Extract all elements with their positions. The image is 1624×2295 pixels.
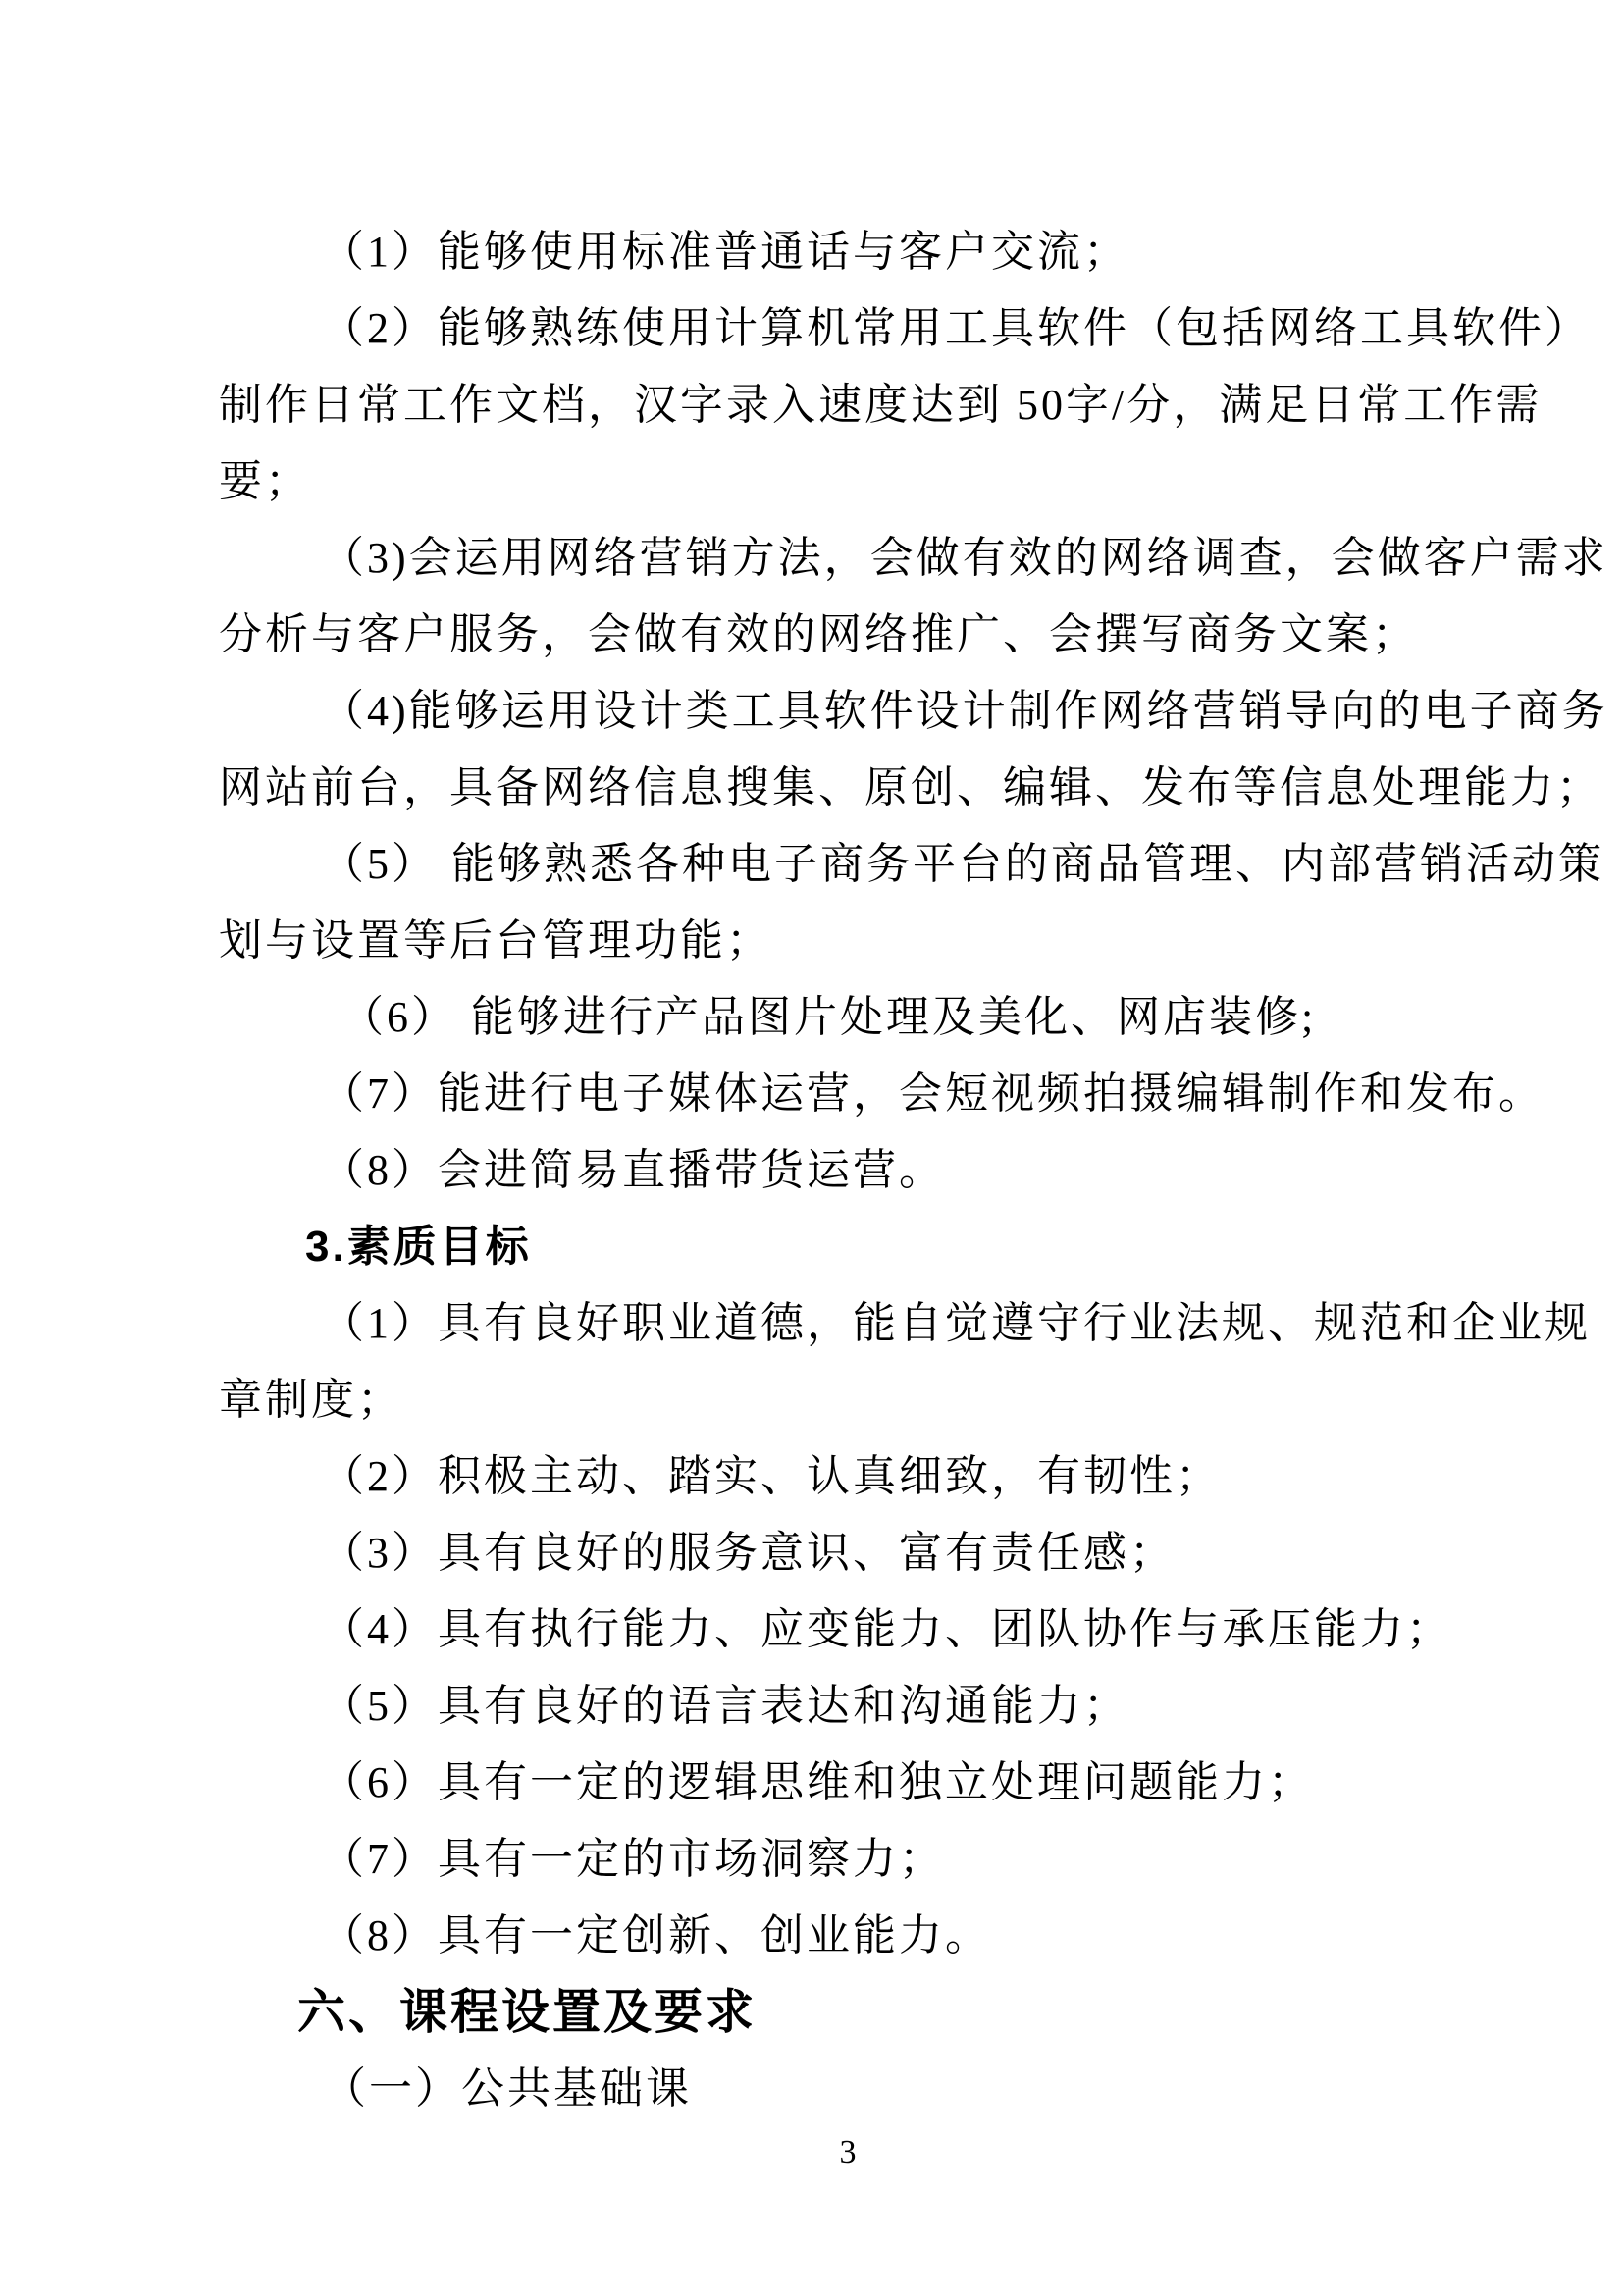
list-item-quality-4: （4）具有执行能力、应变能力、团队协作与承压能力； bbox=[321, 1605, 1452, 1653]
list-item-quality-1: （1）具有良好职业道德，能自觉遵守行业法规、规范和企业规 bbox=[321, 1299, 1591, 1347]
list-item-ability-8: （8）会进简易直播带货运营。 bbox=[321, 1146, 945, 1194]
list-item-quality-1-cont: 章制度； bbox=[219, 1376, 403, 1424]
list-item-quality-7: （7）具有一定的市场洞察力； bbox=[321, 1835, 945, 1883]
list-item-quality-3: （3）具有良好的服务意识、富有责任感； bbox=[321, 1529, 1176, 1577]
list-item-quality-6: （6）具有一定的逻辑思维和独立处理问题能力； bbox=[321, 1758, 1314, 1806]
heading-course-setup: 六、课程设置及要求 bbox=[297, 1986, 758, 2039]
list-item-quality-8: （8）具有一定创新、创业能力。 bbox=[321, 1911, 991, 1959]
list-item-ability-2: （2）能够熟练使用计算机常用工具软件（包括网络工具软件） bbox=[321, 304, 1591, 352]
list-item-ability-2-cont: 制作日常工作文档，汉字录入速度达到 50字/分，满足日常工作需 bbox=[219, 381, 1543, 429]
list-item-ability-5-cont: 划与设置等后台管理功能； bbox=[219, 916, 772, 965]
list-item-ability-3: （3)会运用网络营销方法，会做有效的网络调查，会做客户需求 bbox=[321, 534, 1608, 582]
list-item-ability-7: （7）能进行电子媒体运营，会短视频拍摄编辑制作和发布。 bbox=[321, 1069, 1545, 1118]
list-item-ability-6: （6） 能够进行产品图片处理及美化、网店装修; bbox=[341, 993, 1317, 1041]
list-item-ability-3-cont: 分析与客户服务，会做有效的网络推广、会撰写商务文案； bbox=[219, 610, 1418, 658]
list-item-quality-5: （5）具有良好的语言表达和沟通能力； bbox=[321, 1682, 1129, 1730]
list-item-ability-4: （4)能够运用设计类工具软件设计制作网络营销导向的电子商务 bbox=[321, 687, 1608, 735]
list-item-ability-1: （1）能够使用标准普通话与客户交流； bbox=[321, 228, 1129, 276]
list-item-ability-2-end: 要； bbox=[219, 457, 311, 505]
list-item-ability-4-cont: 网站前台，具备网络信息搜集、原创、编辑、发布等信息处理能力； bbox=[219, 763, 1602, 811]
heading-public-basic-courses: （一）公共基础课 bbox=[323, 2064, 692, 2112]
heading-quality-objectives: 3.素质目标 bbox=[305, 1223, 532, 1271]
list-item-ability-5: （5） 能够熟悉各种电子商务平台的商品管理、内部营销活动策 bbox=[321, 840, 1604, 888]
list-item-quality-2: （2）积极主动、踏实、认真细致，有韧性； bbox=[321, 1452, 1222, 1500]
page-number: 3 bbox=[839, 2134, 857, 2170]
